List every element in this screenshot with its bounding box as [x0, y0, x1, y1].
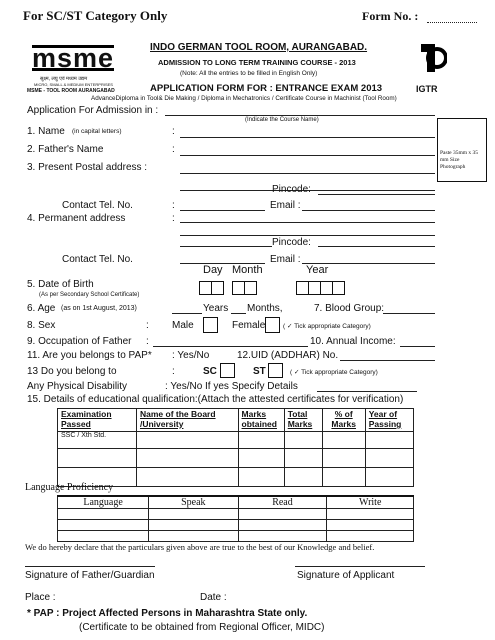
- photo-text: Paste 35mm x 35 mm Size Photograph: [440, 150, 479, 170]
- edu-header-total: Total Marks: [284, 409, 322, 432]
- lang-cell[interactable]: [238, 509, 327, 520]
- edu-header-board: Name of the Board /University: [136, 409, 238, 432]
- pincode2-field[interactable]: [318, 246, 435, 247]
- edu-header-year: Year of Passing: [365, 409, 413, 432]
- lang-header-write: Write: [327, 496, 414, 509]
- email-label: Email :: [270, 200, 301, 211]
- belong-colon: :: [172, 366, 175, 377]
- male-checkbox[interactable]: [203, 317, 218, 333]
- blood-group-label: 7. Blood Group:: [314, 303, 385, 314]
- blood-group-field[interactable]: [383, 313, 435, 314]
- guardian-signature-label: Signature of Father/Guardian: [25, 570, 155, 581]
- lang-header-language: Language: [58, 496, 149, 509]
- edu-cell[interactable]: [284, 468, 322, 487]
- name-hint: (in capital letters): [72, 128, 122, 135]
- admission-label: Application For Admission in :: [27, 105, 159, 116]
- years-label: Years: [203, 303, 229, 314]
- education-table: [57, 408, 414, 487]
- language-row[interactable]: [58, 520, 414, 531]
- income-field[interactable]: [400, 346, 435, 347]
- lang-cell[interactable]: [238, 531, 327, 542]
- language-header-row: [58, 496, 414, 509]
- name-label: 1. Name: [27, 126, 65, 137]
- edu-cell[interactable]: [58, 449, 137, 468]
- edu-cell[interactable]: [284, 449, 322, 468]
- perm-address-field-2[interactable]: [180, 235, 435, 236]
- courses-line: AdvanceDiploma in Tool& Die Making / Diploma in Mechatronics / Certificate Course in Machinist (Tool Room): [91, 95, 397, 102]
- english-note: (Note: All the entries to be filled in English Only): [180, 70, 318, 77]
- age-hint: (as on 1st August, 2013): [61, 305, 137, 312]
- father-colon: :: [172, 144, 175, 155]
- igtr-logo-icon: [415, 42, 447, 84]
- guardian-signature-line[interactable]: [25, 566, 155, 567]
- pincode-field[interactable]: [318, 194, 435, 195]
- lang-cell[interactable]: [58, 520, 149, 531]
- dob-year-4[interactable]: [332, 281, 345, 295]
- contact-colon: :: [172, 200, 175, 211]
- edu-cell[interactable]: [322, 432, 365, 449]
- edu-cell[interactable]: [365, 468, 413, 487]
- female-label: Female: [232, 320, 266, 331]
- date-label: Date :: [200, 592, 227, 603]
- income-label: 10. Annual Income:: [310, 336, 396, 347]
- disability-yes-no[interactable]: : Yes/No If yes Specify Details: [165, 381, 298, 392]
- edu-cell[interactable]: [365, 432, 413, 449]
- lang-cell[interactable]: [58, 531, 149, 542]
- year-label: Year: [306, 264, 329, 276]
- pincode2-label: Pincode:: [272, 237, 311, 248]
- edu-cell[interactable]: [136, 432, 238, 449]
- course-hint: (Indicate the Course Name): [245, 117, 319, 123]
- perm-address-field-3[interactable]: [180, 246, 272, 247]
- edu-cell[interactable]: [238, 432, 284, 449]
- language-table: [57, 495, 414, 542]
- age-months-field[interactable]: [231, 313, 246, 314]
- edu-cell[interactable]: [238, 449, 284, 468]
- language-title: Language Proficiency: [25, 482, 114, 493]
- edu-cell[interactable]: [136, 449, 238, 468]
- tick-hint-2: ( ✓ Tick appropriate Category): [290, 369, 378, 376]
- form-no-label: Form No. :: [362, 9, 419, 23]
- address-label: 3. Present Postal address :: [27, 162, 148, 173]
- lang-cell[interactable]: [149, 520, 238, 531]
- edu-cell[interactable]: [136, 468, 238, 487]
- dob-label: 5. Date of Birth: [27, 279, 94, 290]
- pap-note-text: * PAP : Project Affected Persons in Maharashtra State only.: [27, 608, 308, 619]
- edu-header-exam: Examination Passed: [58, 409, 137, 432]
- disability-label: Any Physical Disability: [27, 381, 128, 392]
- language-row[interactable]: [58, 531, 414, 542]
- father-label: 2. Father's Name: [27, 144, 104, 155]
- name-field[interactable]: [180, 137, 435, 138]
- email2-label: Email :: [270, 254, 301, 265]
- lang-cell[interactable]: [238, 520, 327, 531]
- lang-cell[interactable]: [327, 509, 414, 520]
- application-form-title: APPLICATION FORM FOR : ENTRANCE EXAM 2013: [150, 83, 383, 94]
- occupation-label: 9. Occupation of Father: [27, 336, 132, 347]
- day-label: Day: [203, 264, 223, 276]
- course-field[interactable]: [165, 115, 435, 116]
- sc-label: SC: [203, 366, 217, 377]
- contact-label: Contact Tel. No.: [62, 200, 133, 211]
- education-row[interactable]: [58, 432, 414, 449]
- institute-name: INDO GERMAN TOOL ROOM, AURANGABAD.: [150, 42, 368, 53]
- tick-hint: ( ✓ Tick appropriate Category): [283, 323, 371, 330]
- edu-header-percent: % of Marks: [322, 409, 365, 432]
- lang-header-read: Read: [238, 496, 327, 509]
- category-note: For SC/ST Category Only: [23, 8, 168, 23]
- perm-colon: :: [172, 213, 175, 224]
- edu-cell[interactable]: [322, 449, 365, 468]
- pincode-label: Pincode:: [272, 184, 311, 195]
- perm-address-label: 4. Permanent address: [27, 213, 126, 224]
- pap-note-line-2: (Certificate to be obtained from Regional Officer, MIDC): [79, 622, 325, 633]
- lang-header-speak: Speak: [149, 496, 238, 509]
- lang-cell[interactable]: [327, 531, 414, 542]
- logo-small-text: MICRO, SMALL & MEDIUM ENTERPRISES: [34, 82, 113, 87]
- perm-address-field-1[interactable]: [180, 222, 435, 223]
- msme-logo: msme: [32, 43, 115, 73]
- female-checkbox[interactable]: [265, 317, 280, 333]
- edu-cell[interactable]: [284, 432, 322, 449]
- declaration-text: We do hereby declare that the particulars given above are true to the best of our Knowledge and belief.: [25, 542, 375, 552]
- place-label: Place :: [25, 592, 56, 603]
- education-row[interactable]: [58, 449, 414, 468]
- education-header-row: [58, 409, 414, 432]
- address-field-1[interactable]: [180, 173, 435, 174]
- sex-colon: :: [146, 320, 149, 331]
- sex-label: 8. Sex: [27, 320, 56, 331]
- sc-checkbox[interactable]: [220, 363, 235, 378]
- st-checkbox[interactable]: [268, 363, 283, 378]
- uid-label: 12.UID (ADDHAR) No.: [237, 350, 339, 361]
- logo-hindi: सूक्ष्म, लघु एवं मध्यम उद्यम: [40, 76, 88, 82]
- admission-title: ADMISSION TO LONG TERM TRAINING COURSE - 2013: [158, 58, 356, 67]
- edu-header-marks: Marks obtained: [238, 409, 284, 432]
- education-label: 15. Details of educational qualification:(Attach the attested certificates for verification): [27, 394, 404, 405]
- logo-subtext: MSME - TOOL ROOM AURANGABAD: [27, 88, 115, 94]
- lang-cell[interactable]: [58, 509, 149, 520]
- age-years-field[interactable]: [172, 313, 202, 314]
- st-label: ST: [253, 366, 266, 377]
- contact-field[interactable]: [180, 210, 265, 211]
- form-no-field[interactable]: [427, 22, 477, 23]
- belong-label: 13 Do you belong to: [27, 366, 117, 377]
- uid-field[interactable]: [340, 360, 435, 361]
- applicant-signature-line[interactable]: [295, 566, 425, 567]
- pap-note-line-1: [27, 608, 307, 619]
- contact2-label: Contact Tel. No.: [62, 254, 133, 265]
- edu-cell[interactable]: [322, 468, 365, 487]
- dob-hint: (As per Secondary School Certificate): [39, 292, 140, 298]
- edu-cell[interactable]: [365, 449, 413, 468]
- months-label: Months,: [247, 303, 283, 314]
- disability-field[interactable]: [317, 391, 417, 392]
- pap-label: 11. Are you belongs to PAP*: [27, 350, 152, 361]
- dob-month-2[interactable]: [244, 281, 257, 295]
- edu-cell[interactable]: [238, 468, 284, 487]
- age-label: 6. Age: [27, 303, 56, 314]
- lang-cell[interactable]: [149, 531, 238, 542]
- applicant-signature-label: Signature of Applicant: [297, 570, 395, 581]
- edu-row-ssc: SSC / Xth Std.: [58, 432, 137, 449]
- occupation-colon: :: [146, 336, 149, 347]
- occupation-field[interactable]: [153, 346, 308, 347]
- igtr-logo-text: IGTR: [416, 84, 438, 94]
- language-row[interactable]: [58, 509, 414, 520]
- email-field[interactable]: [302, 210, 435, 211]
- dob-day-2[interactable]: [211, 281, 224, 295]
- male-label: Male: [172, 320, 194, 331]
- name-colon: :: [172, 126, 175, 137]
- father-field[interactable]: [180, 155, 435, 156]
- pap-yes-no[interactable]: : Yes/No: [172, 350, 210, 361]
- month-label: Month: [232, 264, 263, 276]
- lang-cell[interactable]: [327, 520, 414, 531]
- lang-cell[interactable]: [149, 509, 238, 520]
